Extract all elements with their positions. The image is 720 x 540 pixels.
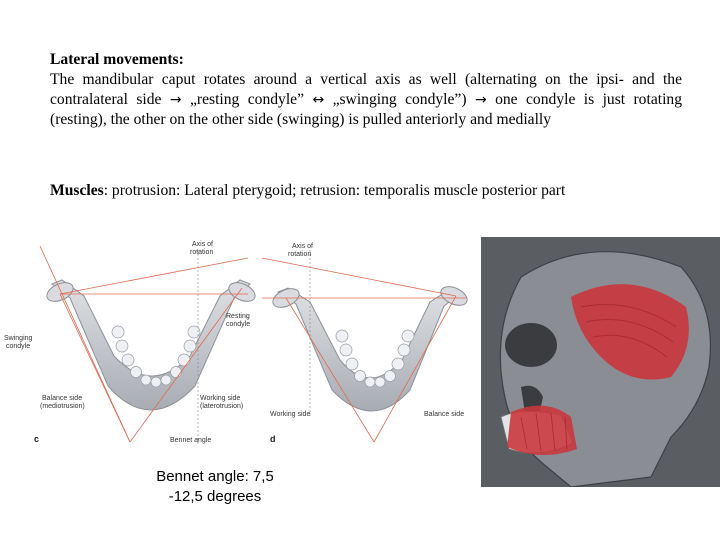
mandible-diagram <box>0 236 470 456</box>
para-part2: one condyle is just rotating (resting), the other on the other side (swinging) is pulled anteriorly and medially <box>50 91 682 128</box>
muscles-line <box>50 181 690 201</box>
bennet-angle-caption <box>150 467 280 507</box>
lateral-movements-heading: Lateral movements: <box>50 51 184 68</box>
arrow-right-icon: → <box>474 92 487 108</box>
right-axis-label-2: rotation <box>288 251 312 258</box>
muscles-label: Muscles <box>50 182 104 199</box>
left-mandible <box>44 279 258 410</box>
caption-line-1: Bennet angle: 7,5 <box>156 468 274 485</box>
right-axis-label-1: Axis of <box>292 243 314 250</box>
left-guide-lines <box>40 246 251 442</box>
right-balance-label: Balance side <box>424 411 465 418</box>
para-part1: The mandibular caput rotates around a vertical axis as well (alternating on the ipsi- and the contralateral side <box>50 71 682 108</box>
left-resting-label-1: Resting <box>226 313 250 320</box>
skull-image <box>481 237 720 487</box>
left-bennet-label: Bennet angle <box>170 437 212 444</box>
right-mandible <box>270 283 470 411</box>
arrow-both-icon: ↔ <box>312 92 325 108</box>
left-balance-label-2: (mediotrusion) <box>40 403 85 410</box>
skull-illustration <box>481 237 720 487</box>
left-working-label-2: (laterotrusion) <box>200 403 244 410</box>
left-axis-label-2: rotation <box>190 249 214 256</box>
caption-line-2: -12,5 degrees <box>168 488 262 505</box>
resting-condyle-quote: „resting condyle” <box>181 91 313 108</box>
muscles-text: : protrusion: Lateral pterygoid; retrusion: temporalis muscle posterior part <box>103 182 566 199</box>
left-axis-label-1: Axis of <box>192 241 214 248</box>
lateral-movements-paragraph <box>50 50 682 130</box>
left-balance-label-1: Balance side <box>42 395 83 402</box>
right-working-label: Working side <box>270 411 311 418</box>
panel-letter-c: c <box>34 434 40 444</box>
eye-socket <box>505 323 557 367</box>
left-resting-label-2: condyle <box>226 321 251 328</box>
left-working-label-1: Working side <box>200 395 241 402</box>
left-swinging-label-1: Swinging <box>4 335 33 342</box>
panel-letter-d: d <box>270 434 276 444</box>
swinging-condyle-quote: „swinging condyle”) <box>324 91 475 108</box>
arrow-right-icon: → <box>169 92 182 108</box>
left-swinging-label-2: condyle <box>6 343 31 350</box>
